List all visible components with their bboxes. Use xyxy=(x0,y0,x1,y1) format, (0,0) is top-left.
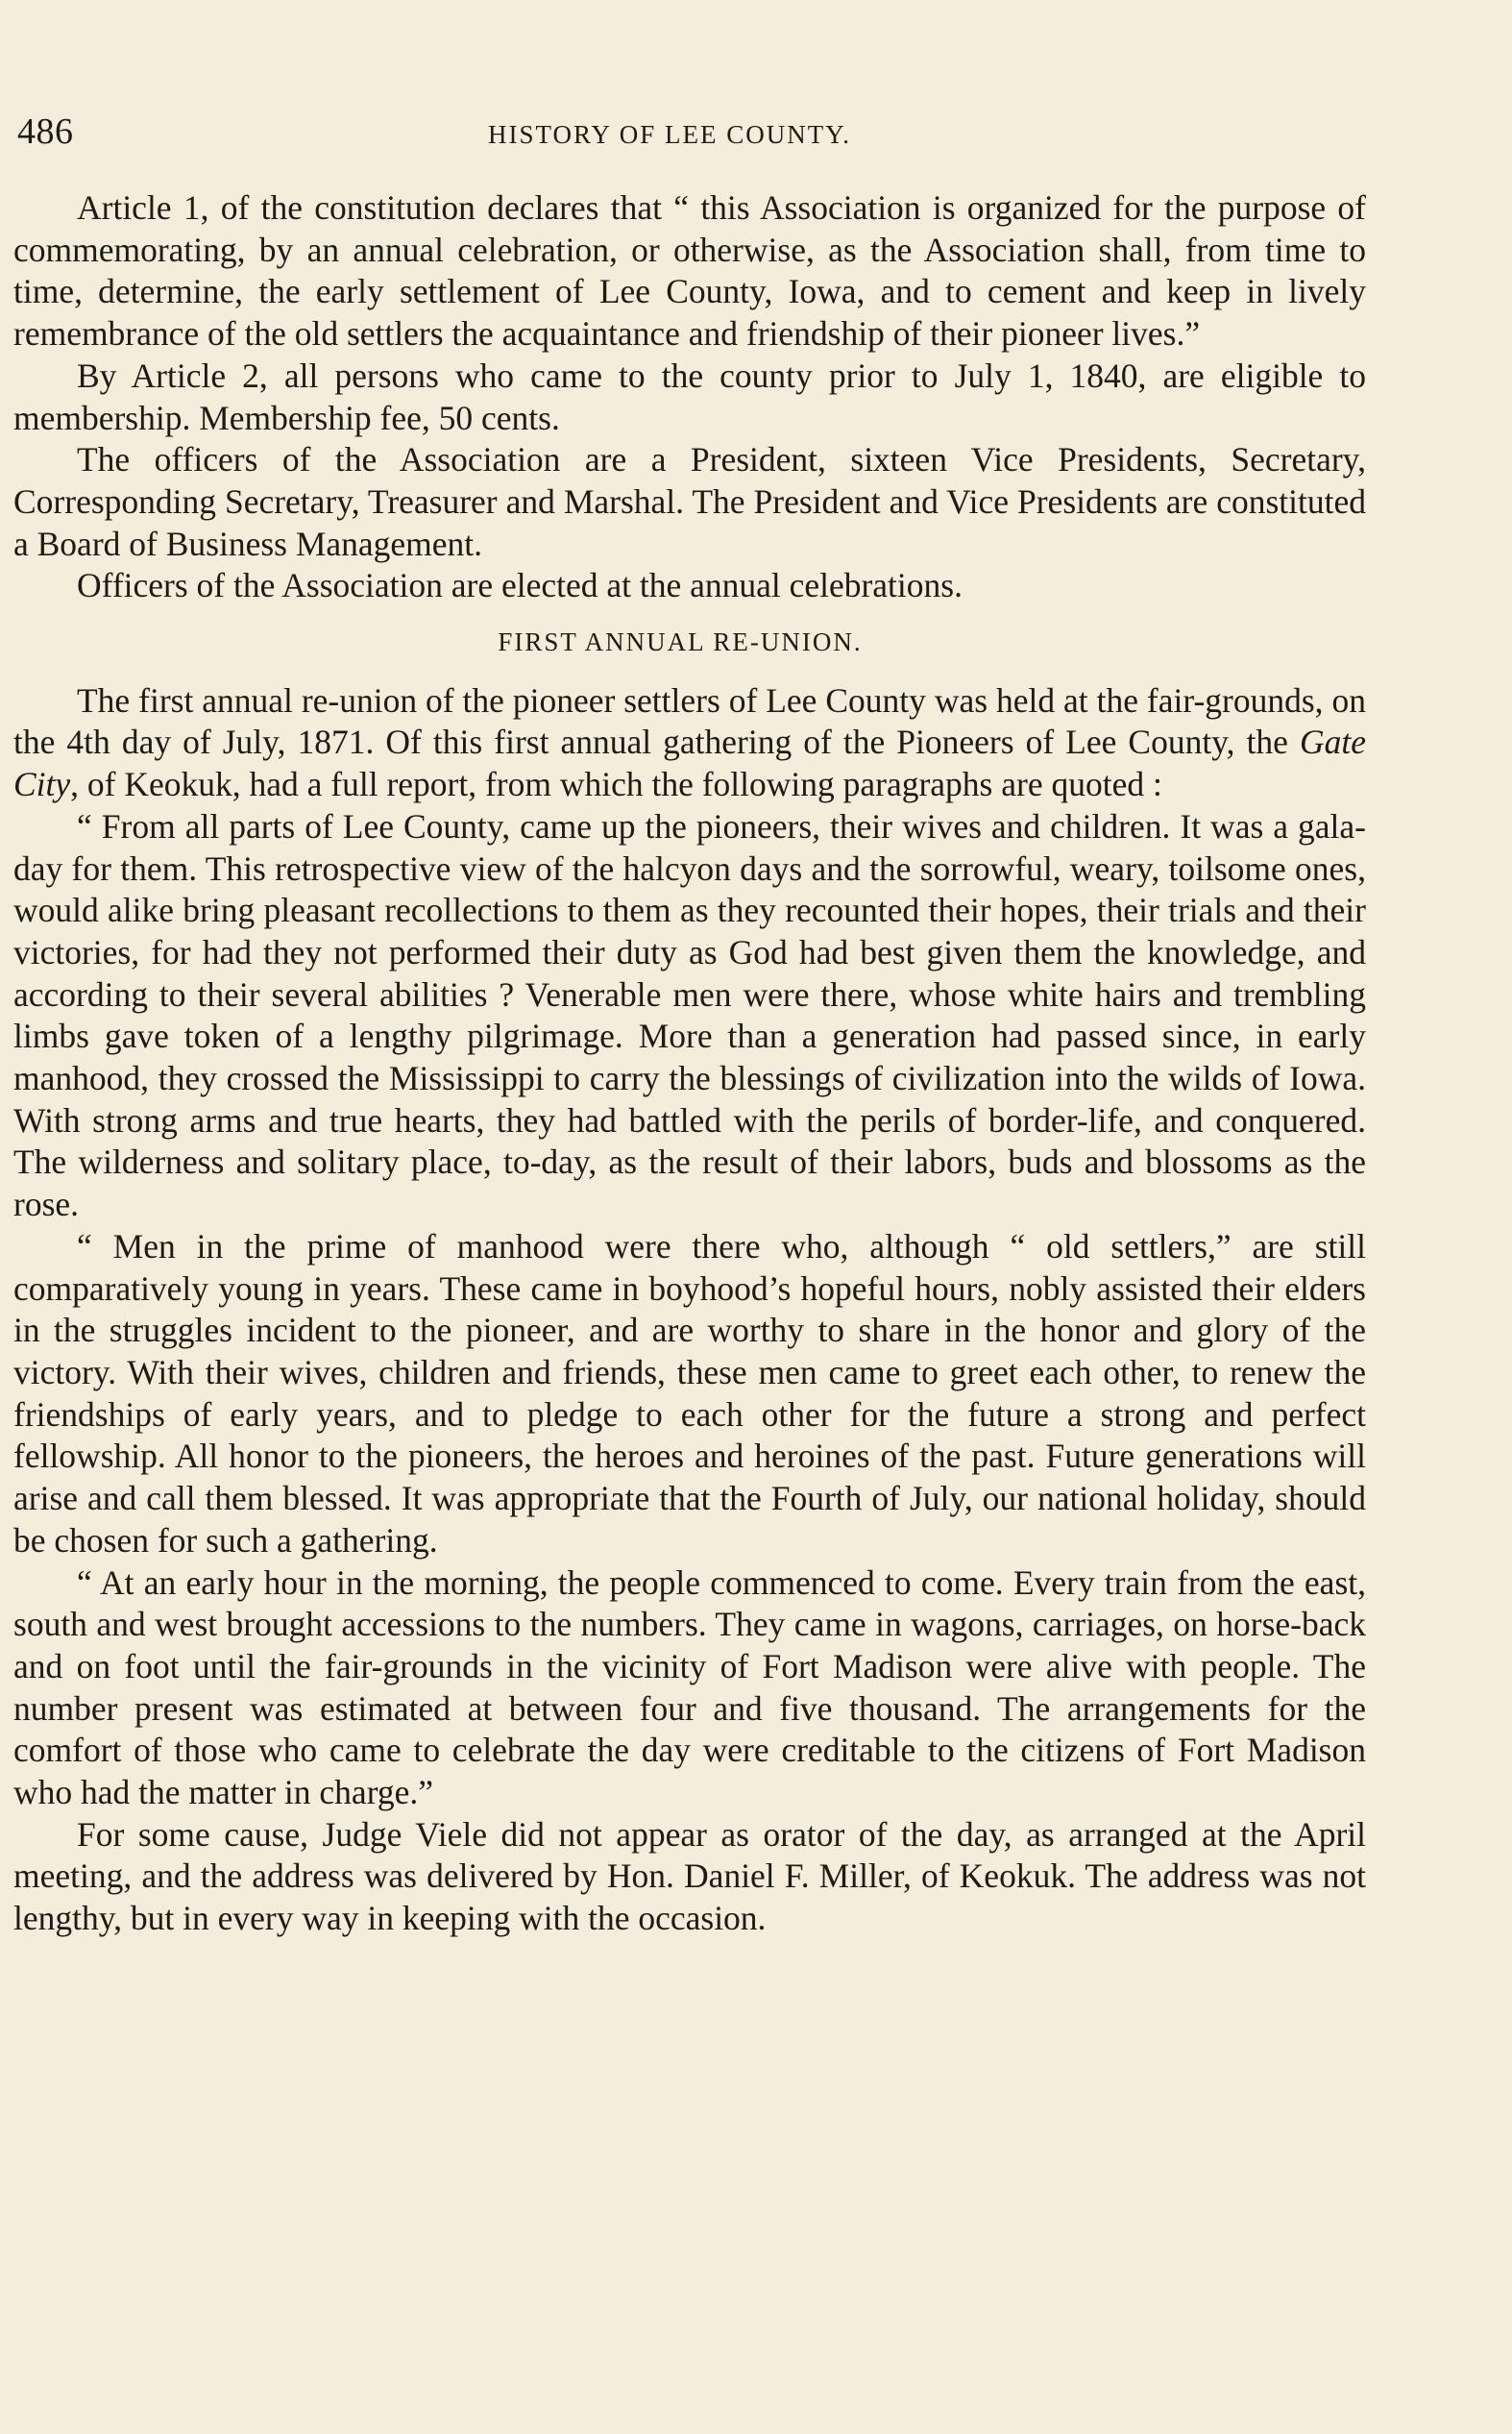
section-heading: FIRST ANNUAL RE-UNION. xyxy=(498,627,863,657)
running-head: HISTORY OF LEE COUNTY. xyxy=(488,120,852,149)
paragraph-article-2: By Article 2, all persons who came to the county prior to July 1, 1840, are eligible to membership. Membership fee, 50 cents. xyxy=(13,356,1366,437)
paragraph-first-reunion xyxy=(13,680,1366,806)
paragraph-first-reunion-start: The first annual re-union of the pioneer settlers of Lee County was held at the fair-grounds, on the 4th day of July, 1871. Of this first annual gathering of the Pioneers of Lee County, the xyxy=(13,680,1366,762)
paragraph-quote-morning: “ At an early hour in the morning, the people commenced to come. Every train from the east, south and west brought accessions to the numbers. They came in wagons, carriages, on horse-back and on foot until the fair-grounds in the vicinity of Fort Madison were alive with people. The number present was estimated at between four and five thousand. The arrangements for the comfort of those who came to celebrate the day were creditable to the citizens of Fort Madison who had the matter in charge.” xyxy=(13,1562,1366,1812)
paragraph-officers: The officers of the Association are a President, sixteen Vice Presidents, Secretary, Corresponding Secretary, Treasurer and Marshal. The President and Vice Presidents are constituted a Board of Business Management. xyxy=(13,440,1366,563)
paragraph-orator: For some cause, Judge Viele did not appear as orator of the day, as arranged at the April meeting, and the address was delivered by Hon. Daniel F. Miller, of Keokuk. The address was not lengthy, but in every way in keeping with the occasion. xyxy=(13,1814,1366,1938)
paragraph-quote-manhood: “ Men in the prime of manhood were there who, although “ old settlers,” are still comparatively young in years. These came in boyhood’s hopeful hours, nobly assisted their elders in the struggles incident to the pioneer, and are worthy to share in the honor and glory of the victory. With their wives, children and friends, these men came to greet each other, to renew the friendships of early years, and to pledge to each other for the future a strong and perfect fellowship. All honor to the pioneers, the heroes and heroines of the past. Future generations will arise and call them blessed. It was appropriate that the Fourth of July, our national holiday, should be chosen for such a gathering. xyxy=(13,1226,1366,1560)
page-header xyxy=(17,111,1362,159)
body-text xyxy=(13,187,1366,1940)
paragraph-article-1: Article 1, of the constitution declares that “ this Association is organized for the purpose of commemorating, by an annual celebration, or otherwise, as the Association shall, from time to time, determine, the early settlement of Lee County, Iowa, and to cement and keep in lively remembrance of the old settlers the acquaintance and friendship of their pioneer lives.” xyxy=(13,188,1366,354)
paragraph-quote-pioneers: “ From all parts of Lee County, came up the pioneers, their wives and children. It was a gala-day for them. This retrospective view of the halcyon days and the sorrowful, weary, toilsome ones, would alike bring pleasant recollections to them as they recounted their hopes, their trials and their victories, for had they not performed their duty as God had best given them the knowledge, and according to their several abilities ? Venerable men were there, whose white hairs and trembling limbs gave token of a lengthy pilgrimage. More than a generation had passed since, in early manhood, they crossed the Mississippi to carry the blessings of civilization into the wilds of Iowa. With strong arms and true hearts, they had battled with the perils of border-life, and conquered. The wilderness and solitary place, to-day, as the result of their labors, buds and blossoms as the rose. xyxy=(13,806,1366,1224)
newspaper-title: Gate City xyxy=(13,723,1366,804)
page-number: 486 xyxy=(17,111,74,152)
paragraph-elections: Officers of the Association are elected at the annual celebrations. xyxy=(77,566,963,605)
paragraph-first-reunion-end: , of Keokuk, had a full report, from which the following paragraphs are quoted : xyxy=(70,765,1162,804)
